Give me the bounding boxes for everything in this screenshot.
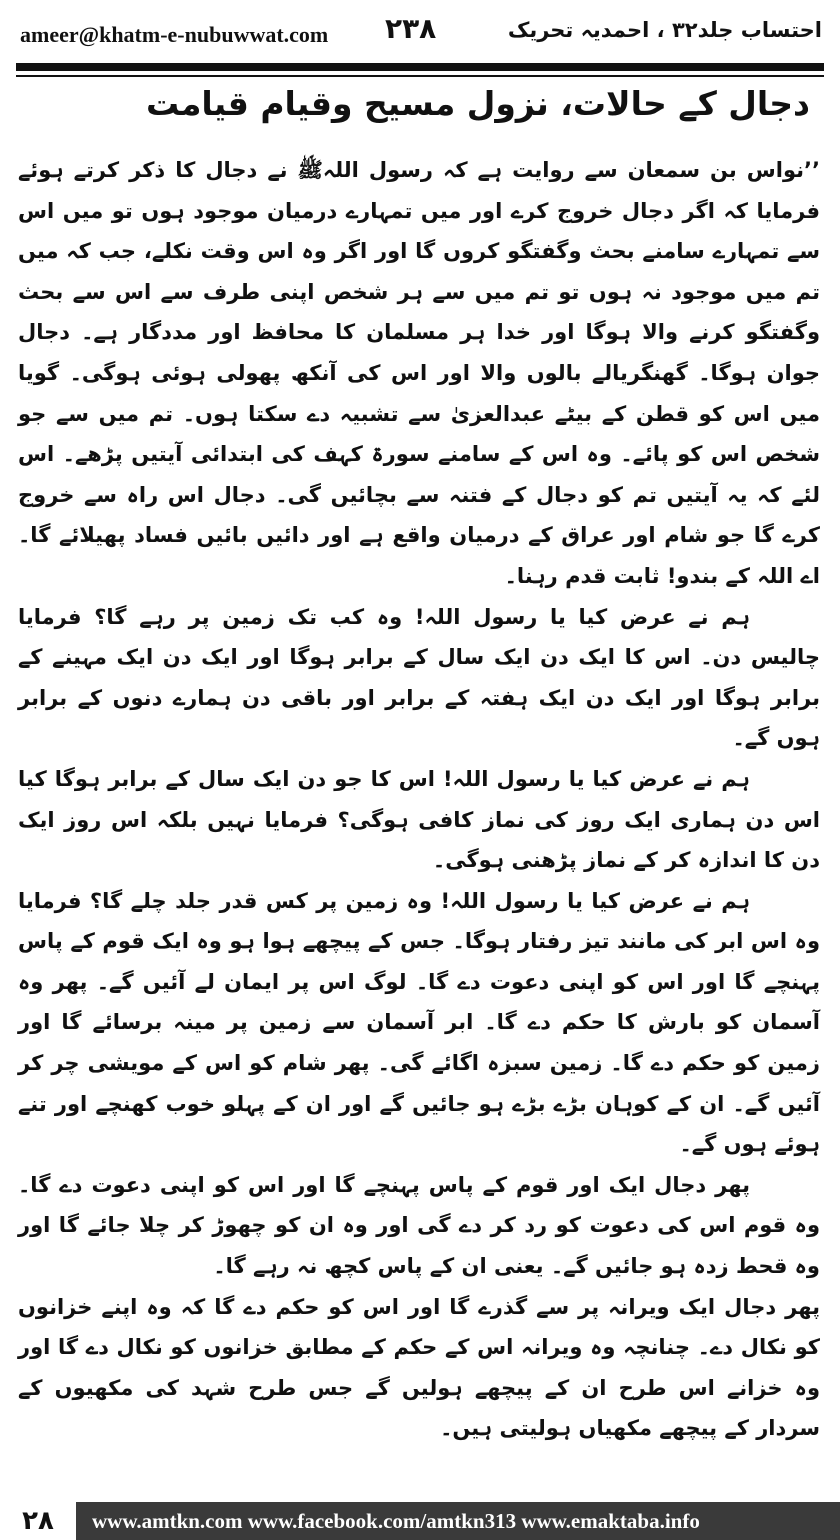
page-header — [0, 0, 840, 60]
paragraph-2: ہم نے عرض کیا یا رسول اللہ! وہ کب تک زمین پر رہے گا؟ فرمایا چالیس دن۔ اس کا ایک دن ایک سال کے برابر ہوگا اور ایک دن ایک مہینے کے برابر ہوگا اور ایک دن ایک ہفتہ کے برابر اور باقی دن ہمارے دنوں کے برابر ہوں گے۔ — [18, 604, 820, 751]
paragraph-1: ’’نواس بن سمعان سے روایت ہے کہ رسول اللہﷺ نے دجال کا ذکر کرتے ہوئے فرمایا کہ اگر دجال خروج کرے اور میں تمہارے درمیان موجود ہوں تو میں اس سے تمہارے سامنے بحث وگفتگو کروں گا اور اگر وہ اس وقت نکلے، جب کہ میں تم میں موجود نہ ہوں تو تم میں سے ہر شخص اپنی طرف سے اس سے بحث وگفتگو کرنے والا ہوگا اور خدا ہر مسلمان کا محافظ اور مددگار ہے۔ دجال جوان ہوگا۔ گھنگریالے بالوں والا اور اس کی آنکھ پھولی ہوئی ہوگی۔ گویا میں اس کو قطن کے بیٹے عبدالعزیٰ سے تشبیہ دے سکتا ہوں۔ تم میں سے جو شخص اس کو پائے۔ وہ اس کے سامنے سورۃ کہف کی ابتدائی آیتیں پڑھے۔ اس لئے کہ یہ آیتیں تم کو دجال کے فتنہ سے بچائیں گی۔ دجال اس راہ سے خروج کرے گا جو شام اور عراق کے درمیان واقع ہے اور دائیں بائیں فساد پھیلائے گا۔ اے اللہ کے بندو! ثابت قدم رہنا۔ — [18, 158, 820, 588]
paragraph-6: پھر دجال ایک ویرانہ پر سے گذرے گا اور اس کو حکم دے گا کہ وہ اپنے خزانوں کو نکال دے۔ چنانچہ وہ ویرانہ اس کے حکم کے مطابق خزانوں کو نکال دے گا اور وہ خزانے اس طرح ان کے پیچھے ہولیں گے جس طرح شہد کی مکھیوں کے سردار کے پیچھے مکھیاں ہولیتی ہیں۔ — [18, 1294, 820, 1441]
paragraph-5: پھر دجال ایک اور قوم کے پاس پہنچے گا اور اس کو اپنی دعوت دے گا۔ وہ قوم اس کی دعوت کو رد کر دے گی اور وہ ان کو چھوڑ کر چلا جائے گا اور وہ قحط زدہ ہو جائیں گے۔ یعنی ان کے پاس کچھ نہ رہے گا۔ — [18, 1172, 820, 1279]
header-page-number: ۲۳۸ — [385, 12, 437, 45]
header-email: ameer@khatm-e-nubuwwat.com — [20, 22, 329, 47]
paragraph-3: ہم نے عرض کیا یا رسول اللہ! اس کا جو دن ایک سال کے برابر ہوگا کیا اس دن ہماری ایک روز کی نماز کافی ہوگی؟ فرمایا نہیں بلکہ اس روز ایک دن کا اندازہ کر کے نماز پڑھنی ہوگی۔ — [18, 766, 820, 873]
footer-links: www.amtkn.com www.facebook.com/amtkn313 www.emaktaba.info — [92, 1509, 700, 1533]
section-title: دجال کے حالات، نزول مسیح وقیام قیامت — [146, 84, 810, 123]
header-rule-thick — [16, 63, 824, 71]
header-series-title: احتساب جلد۳۲ ، احمدیہ تحریک — [507, 18, 822, 42]
header-rule-thin — [16, 75, 824, 77]
paragraph-4: ہم نے عرض کیا یا رسول اللہ! وہ زمین پر کس قدر جلد چلے گا؟ فرمایا وہ اس ابر کی مانند تیز رفتار ہوگا۔ جس کے پیچھے ہوا ہو وہ ایک قوم کے پاس پہنچے گا اور اس کو اپنی دعوت دے گا۔ لوگ اس پر ایمان لے آئیں گے۔ پھر وہ آسمان کو بارش کا حکم دے گا۔ ابر آسمان سے زمین پر مینہ برسائے گا اور زمین کو حکم دے گا۔ زمین سبزہ اگائے گی۔ پھر شام کو اس کے مویشی چر کر آئیں گے۔ ان کے کوہان بڑے بڑے ہو جائیں گے اور ان کے پہلو خوب کھنچے اور تنے ہوئے ہوں گے۔ — [18, 888, 820, 1157]
footer-page-number: ۲۸ — [0, 1502, 76, 1540]
body-text — [18, 150, 820, 1449]
